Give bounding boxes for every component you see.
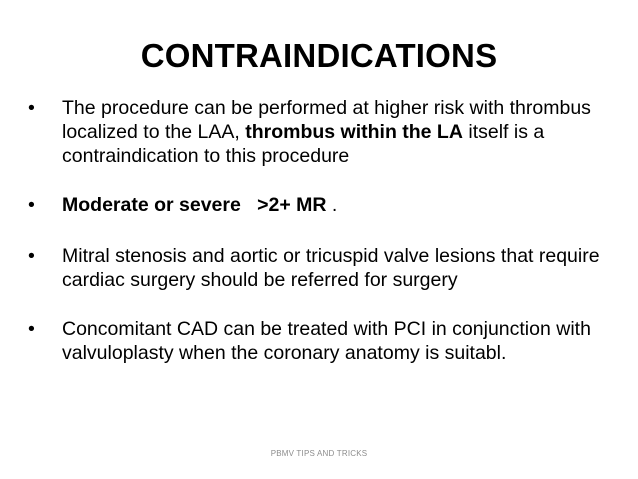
bullet-item-valve-lesions bbox=[28, 244, 618, 292]
bullet-bold-text: thrombus within the LA bbox=[245, 121, 463, 143]
bullet-text: The procedure can be performed at higher risk with thrombus localized to the LAA, bbox=[62, 97, 591, 143]
bullet-item-cad bbox=[28, 317, 618, 365]
bullet-text: Mitral stenosis and aortic or tricuspid valve lesions that require cardiac surgery should be referred for surgery bbox=[62, 245, 600, 291]
bullet-item-mr bbox=[28, 193, 618, 217]
slide-title: CONTRAINDICATIONS bbox=[140, 37, 498, 74]
slide-footer: PBMV TIPS AND TRICKS bbox=[270, 449, 368, 458]
bullet-icon: • bbox=[28, 245, 35, 267]
bullet-icon: • bbox=[28, 318, 35, 340]
bullet-icon: • bbox=[28, 194, 35, 216]
bullet-item-thrombus bbox=[28, 96, 618, 168]
bullet-bold-text: Moderate or severe >2+ MR bbox=[62, 194, 327, 216]
bullet-text: itself is a contraindication to this procedure bbox=[62, 121, 545, 167]
bullet-text: Concomitant CAD can be treated with PCI in conjunction with valvuloplasty when the coronary anatomy is suitabl. bbox=[62, 318, 591, 364]
bullet-list bbox=[28, 96, 618, 390]
bullet-icon: • bbox=[28, 97, 35, 119]
bullet-text: . bbox=[326, 194, 338, 216]
